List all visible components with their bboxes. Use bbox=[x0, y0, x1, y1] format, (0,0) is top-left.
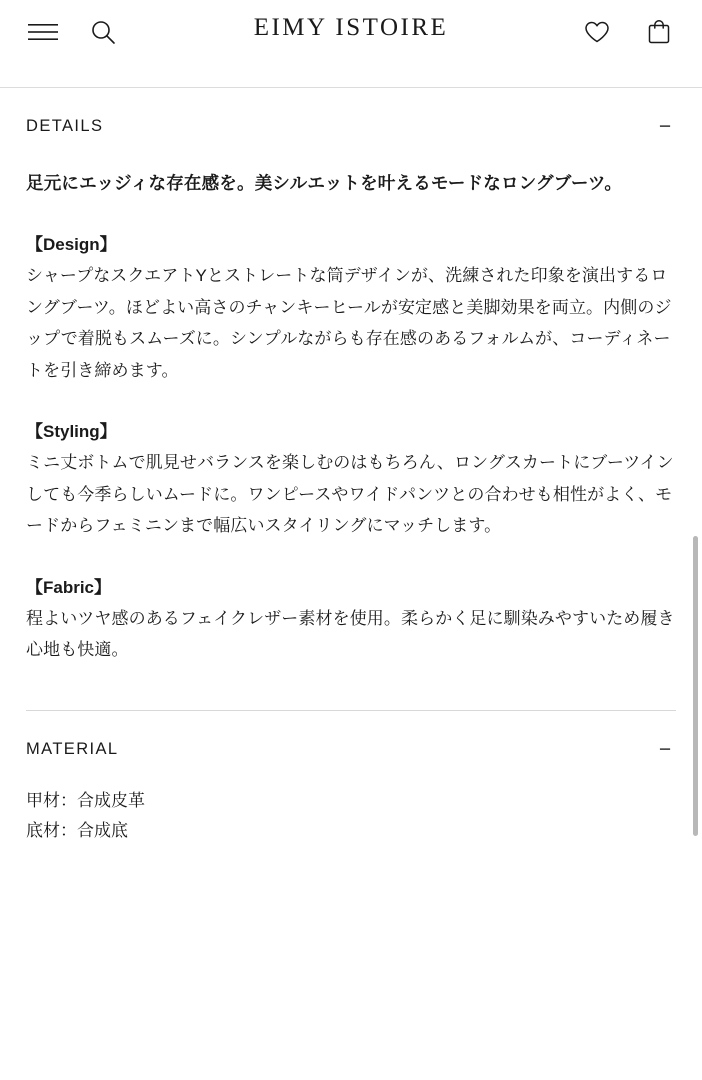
details-lead-text: 足元にエッジィな存在感を。美シルエットを叶えるモードなロングブーツ。 bbox=[26, 173, 623, 193]
details-block-styling-body: ミニ丈ボトムで肌見せバランスを楽しむのはもちろん、ロングスカートにブーツインしても今季らしいムードに。ワンピースやワイドパンツとの合わせも相性がよく、モードからフェミニンまで幅広いスタイリングにマッチします。 bbox=[26, 453, 674, 536]
heart-icon[interactable] bbox=[580, 15, 614, 49]
details-block-styling bbox=[26, 418, 676, 542]
details-block-design bbox=[26, 231, 676, 386]
material-collapse-toggle-icon[interactable]: − bbox=[658, 737, 672, 761]
product-accordion bbox=[0, 88, 702, 846]
details-block-fabric bbox=[26, 574, 676, 666]
details-block-styling-title: 【Styling】 bbox=[26, 422, 117, 442]
bag-icon[interactable] bbox=[642, 15, 676, 49]
details-collapse-toggle-icon[interactable]: − bbox=[658, 115, 672, 138]
header-left-group bbox=[26, 15, 120, 49]
material-list bbox=[26, 786, 676, 847]
details-section-header[interactable] bbox=[26, 88, 676, 137]
details-block-design-title: 【Design】 bbox=[26, 235, 117, 255]
site-logo-text: EIMY ISTOIRE bbox=[253, 14, 449, 41]
site-header bbox=[0, 0, 702, 64]
details-block-design-body: シャープなスクエアトΥとストレートな筒デザインが、洗練された印象を演出するロングブーツ。ほどよい高さのチャンキーヒールが安定感と美脚効果を両立。内側のジップで着脱もスムーズに。シンプルながらも存在感のあるフォルムが、コーディネートを引き締めます。 bbox=[26, 266, 672, 380]
details-block-fabric-body: 程よいツヤ感のあるフェイクレザー素材を使用。柔らかく足に馴染みやすいため履き心地も快適。 bbox=[26, 608, 675, 660]
material-list-item: 底材：合成底 bbox=[26, 820, 128, 840]
details-block-fabric-title: 【Fabric】 bbox=[26, 577, 112, 597]
menu-icon[interactable] bbox=[26, 15, 60, 49]
page-scrollbar-thumb[interactable] bbox=[693, 536, 698, 836]
page-scrollbar-track[interactable] bbox=[695, 0, 700, 1080]
details-section-title: DETAILS bbox=[26, 117, 104, 135]
material-section-title: MATERIAL bbox=[26, 739, 119, 758]
material-list-item: 甲材：合成皮革 bbox=[26, 790, 145, 810]
header-right-group bbox=[580, 15, 676, 49]
material-section-header[interactable] bbox=[26, 711, 676, 760]
search-icon[interactable] bbox=[86, 15, 120, 49]
